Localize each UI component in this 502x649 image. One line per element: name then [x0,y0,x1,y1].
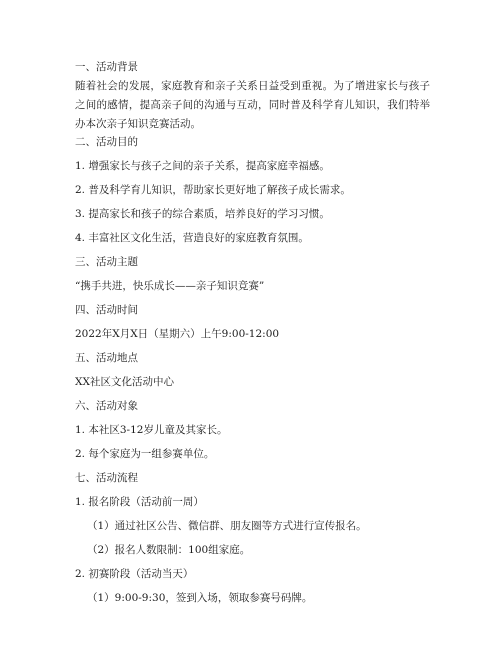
purpose-item-3: 3. 提高家长和孩子的综合素质，培养良好的学习习惯。 [75,208,330,220]
background-paragraph: 随着社会的发展，家庭教育和亲子关系日益受到重视。为了增进家长与孩子之间的感情，提高亲子间的沟通与互动，同时普及科学育儿知识，我们特举办本次亲子知识竞赛活动。 [75,80,430,130]
participants-item-1: 1. 本社区3-12岁儿童及其家长。 [75,424,228,436]
section-heading-participants: 六、活动对象 [75,400,138,412]
purpose-item-1: 1. 增强家长与孩子之间的亲子关系，提高家庭幸福感。 [75,160,330,172]
process-step-2: 2. 初赛阶段（活动当天） [75,568,194,580]
section-heading-background: 一、活动背景 [75,61,138,73]
theme-text: “携手共进，快乐成长——亲子知识竞赛” [75,280,265,292]
process-step-2-item-1: （1）9:00-9:30，签到入场，领取参赛号码牌。 [87,592,313,604]
participants-item-2: 2. 每个家庭为一组参赛单位。 [75,448,215,460]
section-heading-location: 五、活动地点 [75,352,138,364]
section-heading-time: 四、活动时间 [75,304,138,316]
purpose-item-4: 4. 丰富社区文化生活，营造良好的家庭教育氛围。 [75,232,309,244]
section-heading-theme: 三、活动主题 [75,256,138,268]
process-step-1: 1. 报名阶段（活动前一周） [75,496,204,508]
process-step-1-item-2: （2）报名人数限制：100组家庭。 [87,544,251,556]
purpose-item-2: 2. 普及科学育儿知识，帮助家长更好地了解孩子成长需求。 [75,184,351,196]
time-text: 2022年X月X日（星期六）上午9:00-12:00 [75,328,280,340]
section-heading-purpose: 二、活动目的 [75,136,138,148]
location-text: XX社区文化活动中心 [75,376,174,388]
section-heading-process: 七、活动流程 [75,472,138,484]
process-step-1-item-1: （1）通过社区公告、微信群、朋友圈等方式进行宣传报名。 [87,520,367,532]
